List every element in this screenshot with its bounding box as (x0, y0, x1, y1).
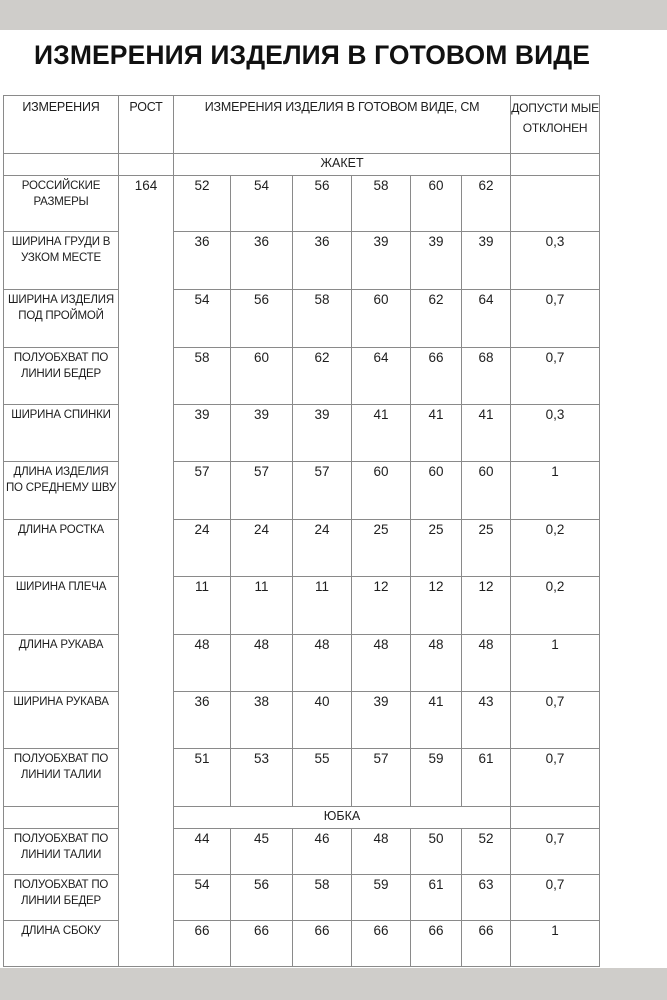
size-value: 52 (174, 176, 231, 232)
size-value: 56 (231, 290, 293, 348)
size-value: 60 (231, 348, 293, 405)
size-value: 41 (411, 405, 462, 462)
table-row (4, 348, 600, 405)
size-value: 54 (174, 290, 231, 348)
size-value: 63 (462, 875, 511, 921)
size-value: 50 (411, 829, 462, 875)
size-value: 56 (293, 176, 352, 232)
tolerance-value: 0,7 (511, 348, 600, 405)
section-blank-cell (119, 154, 174, 176)
measurement-label: РОССИЙСКИЕ РАЗМЕРЫ (4, 176, 119, 232)
top-background-band (0, 0, 667, 30)
size-value: 12 (411, 577, 462, 635)
size-value: 56 (231, 875, 293, 921)
section-row-jacket (4, 154, 600, 176)
size-value: 58 (352, 176, 411, 232)
measurement-label: ДЛИНА РУКАВА (4, 635, 119, 692)
size-value: 48 (174, 635, 231, 692)
size-value: 66 (352, 921, 411, 967)
size-value: 66 (411, 348, 462, 405)
measurement-label: ПОЛУОБХВАТ ПО ЛИНИИ ТАЛИИ (4, 829, 119, 875)
size-value: 39 (293, 405, 352, 462)
size-value: 40 (293, 692, 352, 749)
size-value: 59 (352, 875, 411, 921)
table-row (4, 921, 600, 967)
size-value: 46 (293, 829, 352, 875)
table-row (4, 749, 600, 807)
section-blank-cell (511, 807, 600, 829)
section-blank-cell (4, 154, 119, 176)
table-row (4, 290, 600, 348)
size-value: 45 (231, 829, 293, 875)
size-value: 39 (462, 232, 511, 290)
size-value: 62 (293, 348, 352, 405)
size-value: 48 (352, 635, 411, 692)
section-blank-cell (511, 154, 600, 176)
size-value: 36 (231, 232, 293, 290)
tolerance-value: 0,2 (511, 577, 600, 635)
tolerance-value: 0,7 (511, 290, 600, 348)
measurement-label: ДЛИНА РОСТКА (4, 520, 119, 577)
size-value: 62 (411, 290, 462, 348)
size-value: 66 (411, 921, 462, 967)
size-value: 39 (231, 405, 293, 462)
size-value: 60 (462, 462, 511, 520)
size-value: 41 (411, 692, 462, 749)
measurement-label: ДЛИНА СБОКУ (4, 921, 119, 967)
size-value: 39 (174, 405, 231, 462)
size-value: 39 (352, 692, 411, 749)
size-value: 36 (174, 692, 231, 749)
tolerance-value: 0,7 (511, 749, 600, 807)
size-value: 25 (411, 520, 462, 577)
measurement-label: ПОЛУОБХВАТ ПО ЛИНИИ БЕДЕР (4, 348, 119, 405)
table-row (4, 635, 600, 692)
tolerance-value: 0,7 (511, 692, 600, 749)
tolerance-value: 1 (511, 921, 600, 967)
size-value: 58 (174, 348, 231, 405)
section-title-jacket: ЖАКЕТ (174, 154, 511, 176)
size-value: 24 (174, 520, 231, 577)
size-value: 43 (462, 692, 511, 749)
table-row (4, 520, 600, 577)
size-value: 64 (462, 290, 511, 348)
measurement-label: ШИРИНА СПИНКИ (4, 405, 119, 462)
size-value: 57 (293, 462, 352, 520)
table-row (4, 692, 600, 749)
table-row (4, 232, 600, 290)
size-value: 58 (293, 875, 352, 921)
size-value: 64 (352, 348, 411, 405)
section-row-skirt (4, 807, 600, 829)
size-value: 54 (231, 176, 293, 232)
table-row (4, 577, 600, 635)
size-value: 48 (411, 635, 462, 692)
size-value: 36 (293, 232, 352, 290)
size-value: 25 (352, 520, 411, 577)
height-header: РОСТ (119, 96, 174, 154)
size-value: 66 (174, 921, 231, 967)
tolerance-value (511, 176, 600, 232)
size-value: 66 (462, 921, 511, 967)
size-value: 39 (411, 232, 462, 290)
size-value: 12 (352, 577, 411, 635)
size-value: 57 (231, 462, 293, 520)
table-row (4, 462, 600, 520)
measurements-table (3, 95, 600, 967)
table-row (4, 176, 600, 232)
table-row (4, 829, 600, 875)
size-value: 58 (293, 290, 352, 348)
size-value: 60 (411, 462, 462, 520)
size-value: 61 (411, 875, 462, 921)
section-title-skirt: ЮБКА (174, 807, 511, 829)
size-value: 55 (293, 749, 352, 807)
size-value: 48 (231, 635, 293, 692)
size-value: 48 (352, 829, 411, 875)
size-value: 61 (462, 749, 511, 807)
measurement-label: ШИРИНА ПЛЕЧА (4, 577, 119, 635)
size-value: 62 (462, 176, 511, 232)
measurement-label: ПОЛУОБХВАТ ПО ЛИНИИ ТАЛИИ (4, 749, 119, 807)
size-value: 11 (174, 577, 231, 635)
size-value: 38 (231, 692, 293, 749)
size-value: 60 (352, 290, 411, 348)
size-value: 60 (411, 176, 462, 232)
size-value: 24 (231, 520, 293, 577)
size-value: 36 (174, 232, 231, 290)
section-blank-cell (4, 807, 119, 829)
tolerance-value: 0,3 (511, 405, 600, 462)
size-value: 11 (231, 577, 293, 635)
size-value: 68 (462, 348, 511, 405)
height-value: 164 (119, 176, 174, 967)
size-value: 57 (352, 749, 411, 807)
bottom-background-band (0, 968, 667, 1000)
size-value: 52 (462, 829, 511, 875)
measurement-label: ШИРИНА ГРУДИ В УЗКОМ МЕСТЕ (4, 232, 119, 290)
table-row (4, 875, 600, 921)
size-value: 12 (462, 577, 511, 635)
size-value: 41 (462, 405, 511, 462)
tolerance-value: 0,3 (511, 232, 600, 290)
size-value: 24 (293, 520, 352, 577)
tolerance-value: 0,7 (511, 875, 600, 921)
document-title: ИЗМЕРЕНИЯ ИЗДЕЛИЯ В ГОТОВОМ ВИДЕ (34, 40, 590, 70)
size-value: 53 (231, 749, 293, 807)
header-row (4, 96, 600, 154)
size-value: 48 (293, 635, 352, 692)
measurement-label: ПОЛУОБХВАТ ПО ЛИНИИ БЕДЕР (4, 875, 119, 921)
size-value: 54 (174, 875, 231, 921)
size-value: 44 (174, 829, 231, 875)
values-header: ИЗМЕРЕНИЯ ИЗДЕЛИЯ В ГОТОВОМ ВИДЕ, СМ (174, 96, 511, 154)
size-value: 66 (293, 921, 352, 967)
size-value: 25 (462, 520, 511, 577)
size-value: 51 (174, 749, 231, 807)
size-value: 66 (231, 921, 293, 967)
measurement-label: ШИРИНА ИЗДЕЛИЯ ПОД ПРОЙМОЙ (4, 290, 119, 348)
size-value: 60 (352, 462, 411, 520)
size-value: 59 (411, 749, 462, 807)
size-value: 41 (352, 405, 411, 462)
measure-header: ИЗМЕРЕНИЯ (4, 96, 119, 154)
tolerance-header: ДОПУСТИ МЫЕ ОТКЛОНЕН (511, 96, 600, 154)
measurement-label: ДЛИНА ИЗДЕЛИЯ ПО СРЕДНЕМУ ШВУ (4, 462, 119, 520)
size-value: 39 (352, 232, 411, 290)
table-row (4, 405, 600, 462)
size-value: 48 (462, 635, 511, 692)
size-value: 11 (293, 577, 352, 635)
tolerance-value: 0,2 (511, 520, 600, 577)
tolerance-value: 0,7 (511, 829, 600, 875)
size-value: 57 (174, 462, 231, 520)
tolerance-value: 1 (511, 462, 600, 520)
measurement-label: ШИРИНА РУКАВА (4, 692, 119, 749)
tolerance-value: 1 (511, 635, 600, 692)
